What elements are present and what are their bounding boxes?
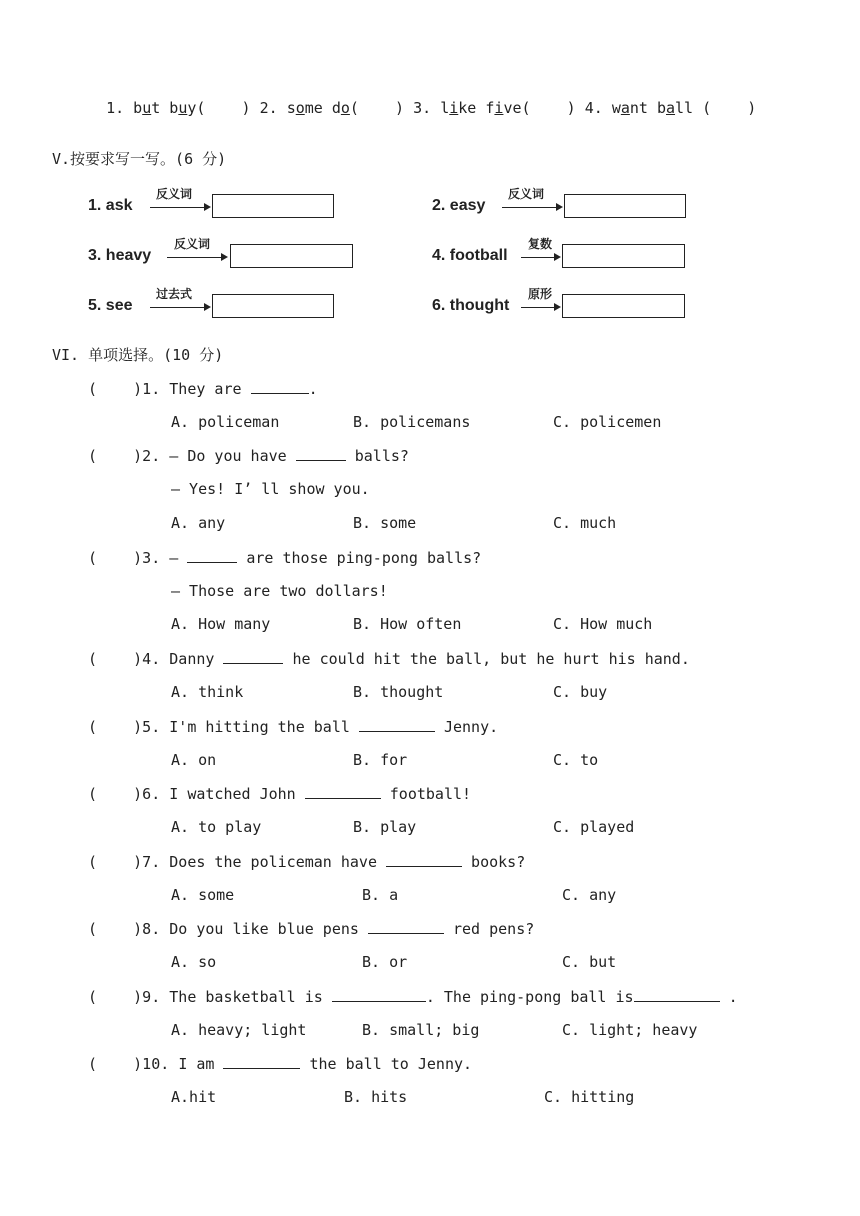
option-a[interactable]: A. on [171, 751, 217, 769]
answer-paren[interactable]: ( [88, 380, 134, 398]
answer-box-1[interactable] [212, 194, 334, 218]
option-c[interactable]: C. buy [553, 683, 608, 701]
question-10: ( )10. I am the ball to Jenny. [88, 1055, 473, 1073]
option-b[interactable]: B. small; big [362, 1021, 480, 1039]
tag-label-2: 反义词 [508, 187, 545, 201]
answer-blank[interactable] [305, 784, 381, 799]
phonics-item-3: 3. like five( ) [413, 99, 576, 117]
transform-item-2: 2. easy [432, 197, 486, 214]
section-6-title: VI. 单项选择。(10 分) [52, 346, 224, 364]
answer-blank[interactable] [223, 1054, 300, 1069]
answer-paren[interactable]: ( [88, 853, 134, 871]
transform-item-6: 6. thought [432, 297, 510, 314]
arrow-4 [521, 257, 555, 258]
question-4: ( )4. Danny he could hit the ball, but he hurt his hand. [88, 650, 690, 668]
option-c[interactable]: C. but [562, 953, 617, 971]
question-3: ( )3. — are those ping-pong balls? [88, 549, 482, 567]
arrow-1 [150, 207, 205, 208]
arrow-head-icon [204, 203, 211, 211]
answer-paren[interactable]: ( [88, 1055, 134, 1073]
answer-blank[interactable] [251, 379, 309, 394]
answer-paren[interactable]: ( ) [196, 99, 251, 117]
option-c[interactable]: C. How much [553, 615, 653, 633]
answer-paren[interactable]: ( ) [521, 99, 576, 117]
answer-paren[interactable]: ( [88, 988, 134, 1006]
option-c[interactable]: C. hitting [544, 1088, 635, 1106]
answer-box-4[interactable] [562, 244, 685, 268]
question-9: ( )9. The basketball is . The ping-pong ball is . [88, 988, 738, 1006]
arrow-head-icon [554, 253, 561, 261]
phonics-item-1: 1. but buy( ) [106, 99, 251, 117]
answer-paren[interactable]: ( [88, 447, 134, 465]
tag-label-6: 原形 [528, 287, 553, 301]
question-1: ( )1. They are . [88, 380, 318, 398]
phonics-item-4: 4. want ball ( ) [584, 99, 757, 117]
answer-blank[interactable] [368, 919, 444, 934]
option-a[interactable]: A. policeman [171, 413, 280, 431]
answer-paren[interactable]: ( [88, 785, 134, 803]
option-a[interactable]: A. some [171, 886, 235, 904]
question-7: ( )7. Does the policeman have books? [88, 853, 526, 871]
transform-item-4: 4. football [432, 247, 508, 264]
answer-paren[interactable]: ( [88, 650, 134, 668]
transform-item-5: 5. see [88, 297, 133, 314]
tag-label-3: 反义词 [174, 237, 211, 251]
option-a[interactable]: A.hit [171, 1088, 217, 1106]
option-b[interactable]: B. hits [344, 1088, 408, 1106]
answer-box-3[interactable] [230, 244, 353, 268]
phonics-row [88, 81, 756, 117]
question-8: ( )8. Do you like blue pens red pens? [88, 920, 535, 938]
tag-label-4: 复数 [528, 237, 553, 251]
tag-label-5: 过去式 [156, 287, 193, 301]
option-b[interactable]: B. How often [353, 615, 462, 633]
tag-label-1: 反义词 [156, 187, 193, 201]
option-c[interactable]: C. to [553, 751, 599, 769]
answer-blank[interactable] [296, 446, 346, 461]
option-b[interactable]: B. thought [353, 683, 444, 701]
option-b[interactable]: B. some [353, 514, 417, 532]
option-a[interactable]: A. to play [171, 818, 262, 836]
question-5: ( )5. I'm hitting the ball Jenny. [88, 718, 499, 736]
question-6: ( )6. I watched John football! [88, 785, 472, 803]
option-c[interactable]: C. policemen [553, 413, 662, 431]
option-c[interactable]: C. much [553, 514, 617, 532]
option-a[interactable]: A. so [171, 953, 217, 971]
arrow-head-icon [554, 303, 561, 311]
option-b[interactable]: B. or [362, 953, 408, 971]
answer-box-6[interactable] [562, 294, 685, 318]
dialogue-line: — Those are two dollars! [171, 582, 388, 600]
arrow-5 [150, 307, 205, 308]
answer-blank[interactable] [386, 852, 462, 867]
transform-item-3: 3. heavy [88, 247, 152, 264]
answer-blank[interactable] [223, 649, 283, 664]
option-a[interactable]: A. think [171, 683, 244, 701]
answer-box-5[interactable] [212, 294, 334, 318]
question-2: ( )2. — Do you have balls? [88, 447, 409, 465]
answer-paren[interactable]: ( ) [349, 99, 405, 117]
answer-paren[interactable]: ( [88, 920, 134, 938]
option-c[interactable]: C. light; heavy [562, 1021, 698, 1039]
option-a[interactable]: A. How many [171, 615, 271, 633]
answer-blank[interactable] [634, 987, 720, 1002]
option-b[interactable]: B. policemans [353, 413, 471, 431]
arrow-head-icon [556, 203, 563, 211]
option-c[interactable]: C. played [553, 818, 635, 836]
phonics-item-2: 2. some do( ) [259, 99, 405, 117]
arrow-3 [167, 257, 222, 258]
arrow-6 [521, 307, 555, 308]
option-b[interactable]: B. a [362, 886, 399, 904]
answer-blank[interactable] [359, 717, 435, 732]
arrow-2 [502, 207, 557, 208]
transform-item-1: 1. ask [88, 197, 133, 214]
dialogue-line: — Yes! I’ ll show you. [171, 480, 370, 498]
answer-paren[interactable]: ( [88, 718, 134, 736]
option-b[interactable]: B. play [353, 818, 417, 836]
option-a[interactable]: A. any [171, 514, 226, 532]
answer-box-2[interactable] [564, 194, 686, 218]
option-a[interactable]: A. heavy; light [171, 1021, 307, 1039]
section-5-title: V.按要求写一写。(6 分) [52, 150, 227, 168]
answer-blank[interactable] [187, 548, 237, 563]
answer-paren[interactable]: ( ) [702, 99, 757, 117]
arrow-head-icon [221, 253, 228, 261]
answer-blank[interactable] [332, 987, 426, 1002]
option-c[interactable]: C. any [562, 886, 617, 904]
answer-paren[interactable]: ( [88, 549, 134, 567]
arrow-head-icon [204, 303, 211, 311]
option-b[interactable]: B. for [353, 751, 408, 769]
